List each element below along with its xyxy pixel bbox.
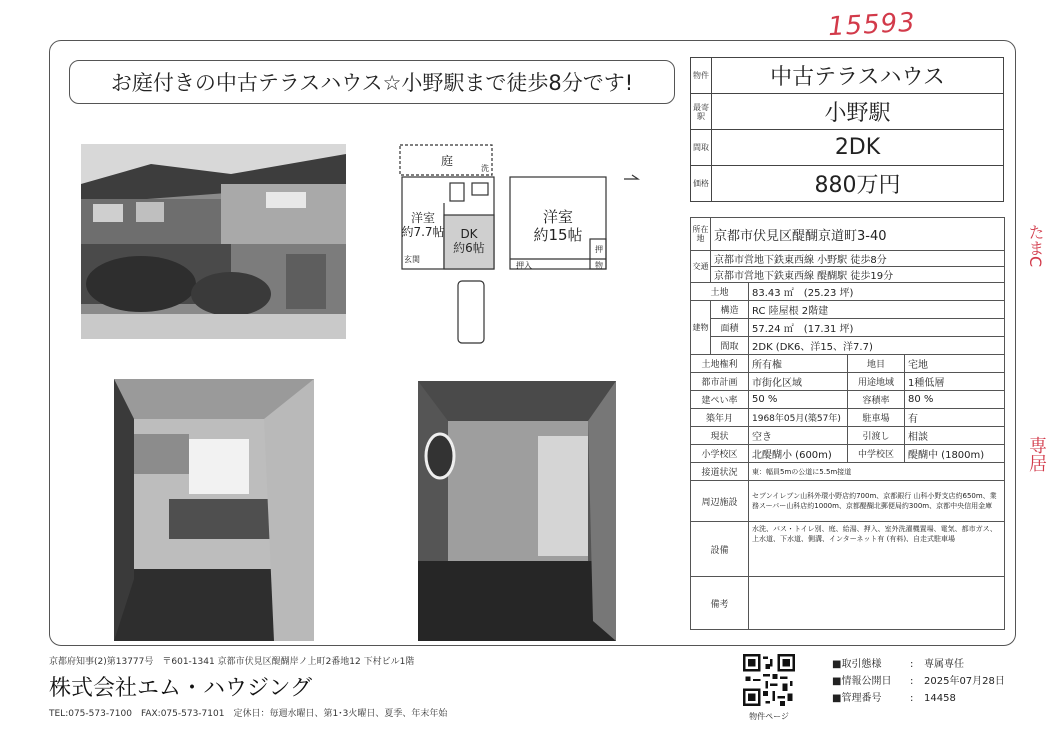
listing-meta: ■取引態様 : 専属専任 ■情報公開日 : 2025年07月28日 ■管理番号 : 14458 [832, 656, 1005, 707]
room1-size: 約7.7帖 [401, 225, 445, 239]
room2-name: 洋室 [542, 208, 573, 226]
far: 80 % [905, 391, 1005, 409]
built-date: 1968年05月(築57年) [749, 409, 848, 427]
kitchen-photo [114, 379, 314, 641]
management-no: 14458 [924, 693, 956, 704]
elem-school-label: 小学校区 [691, 445, 749, 463]
floor-label: 間取 [711, 337, 749, 355]
contact-info: TEL:075-573-7100 FAX:075-573-7101 定休日：毎週水曜日、第1･3火曜日、夏季、年末年始 [49, 709, 448, 719]
address: 京都市伏見区醍醐京道町3-40 [711, 218, 1005, 251]
dk-size: 約6帖 [453, 241, 485, 255]
elem-school: 北醍醐小 (600m) [749, 445, 848, 463]
chimoku: 宅地 [905, 355, 1005, 373]
structure-label: 構造 [711, 301, 749, 319]
building-label: 建物 [691, 301, 711, 355]
remarks-label: 備考 [691, 577, 749, 630]
city-plan-label: 都市計画 [691, 373, 749, 391]
road-access: 東：幅員5mの公道に5.5m接道 [749, 463, 1005, 481]
city-plan: 市街化区域 [749, 373, 848, 391]
price-label: 価格 [691, 166, 712, 202]
address-label: 所在地 [691, 218, 711, 251]
garden-label: 庭 [440, 154, 453, 168]
deal-type: 専属専任 [924, 659, 964, 670]
area-label: 面積 [711, 319, 749, 337]
transit-2: 京都市営地下鉄東西線 醍醐駅 徒歩19分 [711, 267, 1005, 283]
bcr-label: 建ぺい率 [691, 391, 749, 409]
bcr: 50 % [749, 391, 848, 409]
zoning-label: 用途地域 [848, 373, 905, 391]
status-label: 現状 [691, 427, 749, 445]
remarks [749, 577, 1005, 630]
building-area: 57.24 ㎡ (17.31 坪) [749, 319, 1005, 337]
layout-label: 間取 [691, 130, 712, 166]
equipment: 水洗、バス・トイレ別、庭、給湯、押入、室外洗濯機置場、電気、都市ガス、上水道、下水道、側溝、インターネット有 (有料)、自走式駐車場 [749, 522, 1005, 577]
exterior-photo [81, 144, 346, 339]
nearest-station: 小野駅 [712, 94, 1004, 130]
road-label: 接道状況 [691, 463, 749, 481]
land-area: 83.43 ㎡ (25.23 坪) [749, 283, 1005, 301]
summary-table [690, 57, 1004, 202]
equipment-label: 設備 [691, 522, 749, 577]
layout: 2DK [712, 130, 1004, 166]
junior-school-label: 中学校区 [848, 445, 905, 463]
headline: お庭付きの中古テラスハウス☆小野駅まで徒歩8分です! [69, 60, 675, 104]
handwritten-note-1: たまC [1026, 224, 1045, 268]
storage-label: 物 [595, 261, 603, 270]
land-right: 所有権 [749, 355, 848, 373]
transit-label: 交通 [691, 251, 711, 283]
zoning: 1種低層 [905, 373, 1005, 391]
laundry-label: 洗 [481, 164, 489, 173]
handover-label: 引渡し [848, 427, 905, 445]
station-label: 最寄駅 [691, 94, 712, 130]
nearby-label: 周辺施設 [691, 481, 749, 522]
closet-label: 押入 [516, 261, 532, 270]
nearby-facilities: セブンイレブン山科外環小野店約700m、京都銀行 山科小野支店約650m、業務スーパー山科店約1000m、京都醍醐北郵便局約300m、京都中央信用金庫 [749, 481, 1005, 522]
floor-detail: 2DK (DK6、洋15、洋7.7) [749, 337, 1005, 355]
status: 空き [749, 427, 848, 445]
built-label: 築年月 [691, 409, 749, 427]
license-address: 京都府知事(2)第13777号 〒601-1341 京都市伏見区醍醐岸ノ上町2番地12 下村ビル1階 [49, 657, 415, 667]
land-label: 土地 [691, 283, 749, 301]
deal-type-label: ■取引態様 [832, 659, 882, 670]
transit-1: 京都市営地下鉄東西線 小野駅 徒歩8分 [711, 251, 1005, 267]
room-photo [418, 381, 616, 641]
company-name: 株式会社エム・ハウジング [49, 676, 313, 701]
entrance-label: 玄関 [404, 255, 420, 264]
management-no-label: ■管理番号 [832, 693, 882, 704]
details-table [690, 217, 1005, 630]
price: 880万円 [712, 166, 1004, 202]
type-label: 物件 [691, 58, 712, 94]
qr-caption: 物件ページ [749, 712, 789, 721]
parking: 有 [905, 409, 1005, 427]
dk-name: DK [460, 227, 478, 241]
parking-label: 駐車場 [848, 409, 905, 427]
publish-date-label: ■情報公開日 [832, 676, 892, 687]
publish-date: 2025年07月28日 [924, 676, 1005, 687]
chimoku-label: 地目 [848, 355, 905, 373]
far-label: 容積率 [848, 391, 905, 409]
floor-plan [392, 143, 650, 373]
land-right-label: 土地権利 [691, 355, 749, 373]
handover: 相談 [905, 427, 1005, 445]
handwritten-note-2: 専居 [1026, 436, 1047, 472]
qr-code-icon[interactable] [743, 654, 795, 706]
property-type: 中古テラスハウス [712, 58, 1004, 94]
structure: RC 陸屋根 2階建 [749, 301, 1005, 319]
handwritten-number: 15593 [827, 7, 917, 43]
room2-size: 約15帖 [533, 226, 583, 244]
junior-school: 醍醐中 (1800m) [905, 445, 1005, 463]
room1-name: 洋室 [410, 211, 435, 225]
push-label: 押 [595, 245, 603, 254]
